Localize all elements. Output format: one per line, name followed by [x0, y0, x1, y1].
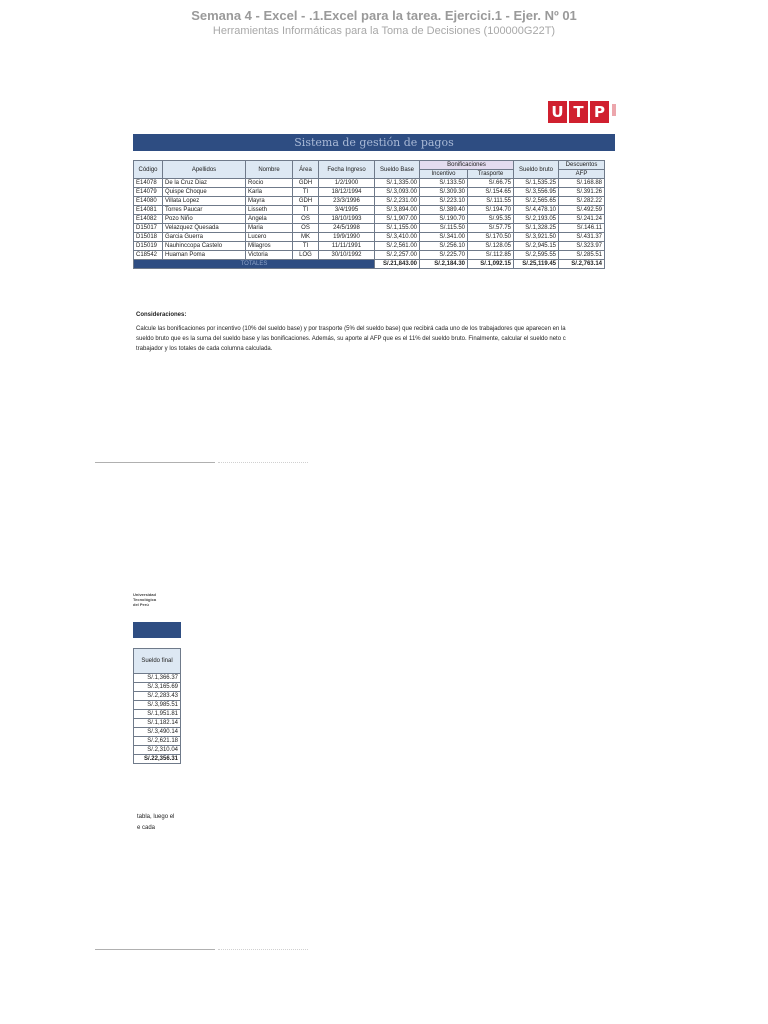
cell-nombre: Mayra — [246, 197, 293, 206]
table-row — [134, 224, 605, 233]
cell-base: S/.1,335.00 — [375, 179, 420, 188]
cell-apellidos: Huaman Poma — [163, 251, 246, 260]
cell-nombre: Milagros — [246, 242, 293, 251]
cell-apellidos: Villata Lopez — [163, 197, 246, 206]
cell-nombre: Karla — [246, 188, 293, 197]
cell-incentivo: S/.223.10 — [420, 197, 468, 206]
cell-incentivo: S/.225.70 — [420, 251, 468, 260]
header-fecha-ingreso: Fecha Ingreso — [319, 161, 375, 179]
table-row — [134, 233, 605, 242]
cell-base: S/.1,155.00 — [375, 224, 420, 233]
cell-trasporte: S/.154.65 — [468, 188, 514, 197]
cell-area: GDH — [293, 179, 319, 188]
header-afp: AFP — [559, 170, 605, 179]
cell-bruto: S/.2,565.65 — [514, 197, 559, 206]
table-row — [134, 242, 605, 251]
header-bonificaciones: Bonificaciones — [420, 161, 514, 170]
cell-afp: S/.285.51 — [559, 251, 605, 260]
cell-nombre: Victoria — [246, 251, 293, 260]
table-row — [134, 674, 181, 683]
cell-sueldo-final: S/.2,621.18 — [134, 737, 181, 746]
cell-bruto: S/.3,556.95 — [514, 188, 559, 197]
table-row — [134, 683, 181, 692]
totals-label: TOTALES — [134, 260, 375, 269]
cell-trasporte: S/.66.75 — [468, 179, 514, 188]
cell-fecha: 19/9/1990 — [319, 233, 375, 242]
cell-area: MK — [293, 233, 319, 242]
cell-afp: S/.241.24 — [559, 215, 605, 224]
header-codigo: Código — [134, 161, 163, 179]
table-row — [134, 701, 181, 710]
table-row — [134, 692, 181, 701]
considerations-line: sueldo bruto que es la suma del sueldo base y las bonificaciones. Además, su aporte al AFP que es el 11% del sueldo bruto. Finalmente, calcular el sueldo neto c — [136, 336, 566, 342]
mini-logo-line: Universidad — [133, 592, 156, 597]
payment-table-viewport — [133, 160, 615, 288]
total-sueldo-final: S/.22,356.31 — [134, 755, 181, 764]
total-afp: S/.2,763.14 — [559, 260, 605, 269]
table-row — [134, 710, 181, 719]
cell-area: OS — [293, 215, 319, 224]
cell-fecha: 30/10/1992 — [319, 251, 375, 260]
cell-codigo: D15018 — [134, 233, 163, 242]
cell-apellidos: Pozo Niño — [163, 215, 246, 224]
cell-bruto: S/.1,328.25 — [514, 224, 559, 233]
cell-fecha: 18/10/1993 — [319, 215, 375, 224]
cell-trasporte: S/.128.05 — [468, 242, 514, 251]
text-fragment: e cada — [137, 825, 156, 831]
table-row — [134, 746, 181, 755]
table-row — [134, 719, 181, 728]
cell-afp: S/.431.37 — [559, 233, 605, 242]
cell-bruto: S/.2,193.05 — [514, 215, 559, 224]
cell-apellidos: Torres Paucar — [163, 206, 246, 215]
cell-afp: S/.168.88 — [559, 179, 605, 188]
cell-trasporte: S/.111.55 — [468, 197, 514, 206]
total-trasporte: S/.1,092.15 — [468, 260, 514, 269]
cell-codigo: E14081 — [134, 206, 163, 215]
table-row — [134, 179, 605, 188]
logo-letter-u: U — [548, 101, 567, 123]
cell-fecha: 1/2/1900 — [319, 179, 375, 188]
payment-table — [133, 160, 605, 269]
considerations-title: Consideraciones: — [136, 312, 187, 318]
mini-logo-line: del Perú — [133, 602, 149, 607]
cell-afp: S/.146.11 — [559, 224, 605, 233]
page-separator-dots — [218, 462, 308, 464]
cell-codigo: E14078 — [134, 179, 163, 188]
cell-incentivo: S/.341.00 — [420, 233, 468, 242]
considerations-text — [136, 324, 616, 356]
cell-bruto: S/.1,535.25 — [514, 179, 559, 188]
table-row — [134, 728, 181, 737]
cell-nombre: Lisseth — [246, 206, 293, 215]
sueldo-final-table-wrap — [133, 648, 181, 764]
sheet-banner: Sistema de gestión de pagos — [133, 134, 615, 151]
cell-incentivo: S/.190.70 — [420, 215, 468, 224]
page-separator — [95, 949, 215, 950]
cell-codigo: D15019 — [134, 242, 163, 251]
university-mini-logo — [133, 592, 156, 607]
total-bruto: S/.25,119.45 — [514, 260, 559, 269]
cell-fecha: 3/4/1995 — [319, 206, 375, 215]
cell-fecha: 11/11/1991 — [319, 242, 375, 251]
table-row — [134, 251, 605, 260]
cell-trasporte: S/.194.70 — [468, 206, 514, 215]
cell-codigo: E14082 — [134, 215, 163, 224]
cell-area: TI — [293, 242, 319, 251]
cell-incentivo: S/.133.50 — [420, 179, 468, 188]
logo-letter-t: T — [569, 101, 588, 123]
cell-fecha: 23/3/1996 — [319, 197, 375, 206]
document-subtitle: Herramientas Informáticas para la Toma de Decisiones (100000G22T) — [212, 25, 556, 37]
cell-base: S/.3,093.00 — [375, 188, 420, 197]
cell-base: S/.2,257.00 — [375, 251, 420, 260]
cell-sueldo-final: S/.2,283.43 — [134, 692, 181, 701]
cell-incentivo: S/.115.50 — [420, 224, 468, 233]
cell-fecha: 24/5/1998 — [319, 224, 375, 233]
cell-sueldo-final: S/.1,951.81 — [134, 710, 181, 719]
cell-apellidos: Quispe Choque — [163, 188, 246, 197]
logo-letter-p: P — [590, 101, 609, 123]
considerations-line: trabajador y los totales de cada columna calculada. — [136, 346, 273, 352]
cell-base: S/.3,410.00 — [375, 233, 420, 242]
document-title: Semana 4 - Excel - .1.Excel para la tarea. Ejercici.1 - Ejer. Nº 01 — [191, 8, 577, 23]
cell-afp: S/.323.97 — [559, 242, 605, 251]
header-apellidos: Apellidos — [163, 161, 246, 179]
cell-area: TI — [293, 206, 319, 215]
cell-incentivo: S/.389.40 — [420, 206, 468, 215]
cell-sueldo-final: S/.1,366.37 — [134, 674, 181, 683]
cell-area: TI — [293, 188, 319, 197]
page-separator — [95, 462, 215, 463]
cell-nombre: Maria — [246, 224, 293, 233]
cell-trasporte: S/.95.35 — [468, 215, 514, 224]
cell-trasporte: S/.112.85 — [468, 251, 514, 260]
header-sueldo-bruto: Sueldo bruto — [514, 161, 559, 179]
header-sueldo-base: Sueldo Base — [375, 161, 420, 179]
header-incentivo: Incentivo — [420, 170, 468, 179]
table-row — [134, 197, 605, 206]
header-descuentos: Descuentos — [559, 161, 605, 170]
table-row — [134, 215, 605, 224]
cell-base: S/.3,894.00 — [375, 206, 420, 215]
cell-codigo: D15017 — [134, 224, 163, 233]
cell-base: S/.2,561.00 — [375, 242, 420, 251]
header-sueldo-final: Sueldo final — [134, 649, 181, 674]
totals-row — [134, 755, 181, 764]
cell-nombre: Angela — [246, 215, 293, 224]
cell-sueldo-final: S/.3,985.51 — [134, 701, 181, 710]
total-base: S/.21,843.00 — [375, 260, 420, 269]
cell-sueldo-final: S/.3,165.69 — [134, 683, 181, 692]
cell-apellidos: Velazquez Quesada — [163, 224, 246, 233]
cell-codigo: E14080 — [134, 197, 163, 206]
header-nombre: Nombre — [246, 161, 293, 179]
cell-trasporte: S/.57.75 — [468, 224, 514, 233]
considerations-line: Calcule las bonificaciones por incentivo (10% del sueldo base) y por trasporte (5% del sueldo base) que recibirá cada uno de los trabajadores que aparecen en la — [136, 326, 566, 332]
cell-codigo: C18542 — [134, 251, 163, 260]
cell-incentivo: S/.309.30 — [420, 188, 468, 197]
cell-area: LOG — [293, 251, 319, 260]
logo-edge-mark — [612, 104, 616, 116]
cell-afp: S/.282.22 — [559, 197, 605, 206]
cell-bruto: S/.3,921.50 — [514, 233, 559, 242]
cell-fecha: 18/12/1994 — [319, 188, 375, 197]
cell-nombre: Rocio — [246, 179, 293, 188]
cell-codigo: E14079 — [134, 188, 163, 197]
cell-trasporte: S/.170.50 — [468, 233, 514, 242]
page2-banner — [133, 622, 181, 638]
cell-apellidos: De la Cruz Diaz — [163, 179, 246, 188]
text-fragment: tabla, luego el — [137, 814, 175, 820]
table-row — [134, 737, 181, 746]
header-area: Área — [293, 161, 319, 179]
cell-apellidos: Garcia Guerra — [163, 233, 246, 242]
cell-bruto: S/.4,478.10 — [514, 206, 559, 215]
cell-afp: S/.391.26 — [559, 188, 605, 197]
cell-sueldo-final: S/.3,490.14 — [134, 728, 181, 737]
cell-sueldo-final: S/.1,182.14 — [134, 719, 181, 728]
utp-logo — [548, 101, 611, 123]
page-separator-dots — [218, 949, 308, 951]
cell-base: S/.2,231.00 — [375, 197, 420, 206]
cell-apellidos: Nauhinccopa Castelo — [163, 242, 246, 251]
cell-bruto: S/.2,945.15 — [514, 242, 559, 251]
cell-area: GDH — [293, 197, 319, 206]
cell-nombre: Lucero — [246, 233, 293, 242]
totals-row — [134, 260, 605, 269]
table-row — [134, 188, 605, 197]
cell-base: S/.1,907.00 — [375, 215, 420, 224]
cell-bruto: S/.2,595.55 — [514, 251, 559, 260]
cell-incentivo: S/.256.10 — [420, 242, 468, 251]
cell-sueldo-final: S/.2,310.04 — [134, 746, 181, 755]
sueldo-final-table — [133, 648, 181, 764]
cell-afp: S/.492.59 — [559, 206, 605, 215]
mini-logo-line: Tecnológica — [133, 597, 157, 602]
cell-area: OS — [293, 224, 319, 233]
total-incentivo: S/.2,184.30 — [420, 260, 468, 269]
header-trasporte: Trasporte — [468, 170, 514, 179]
table-row — [134, 206, 605, 215]
